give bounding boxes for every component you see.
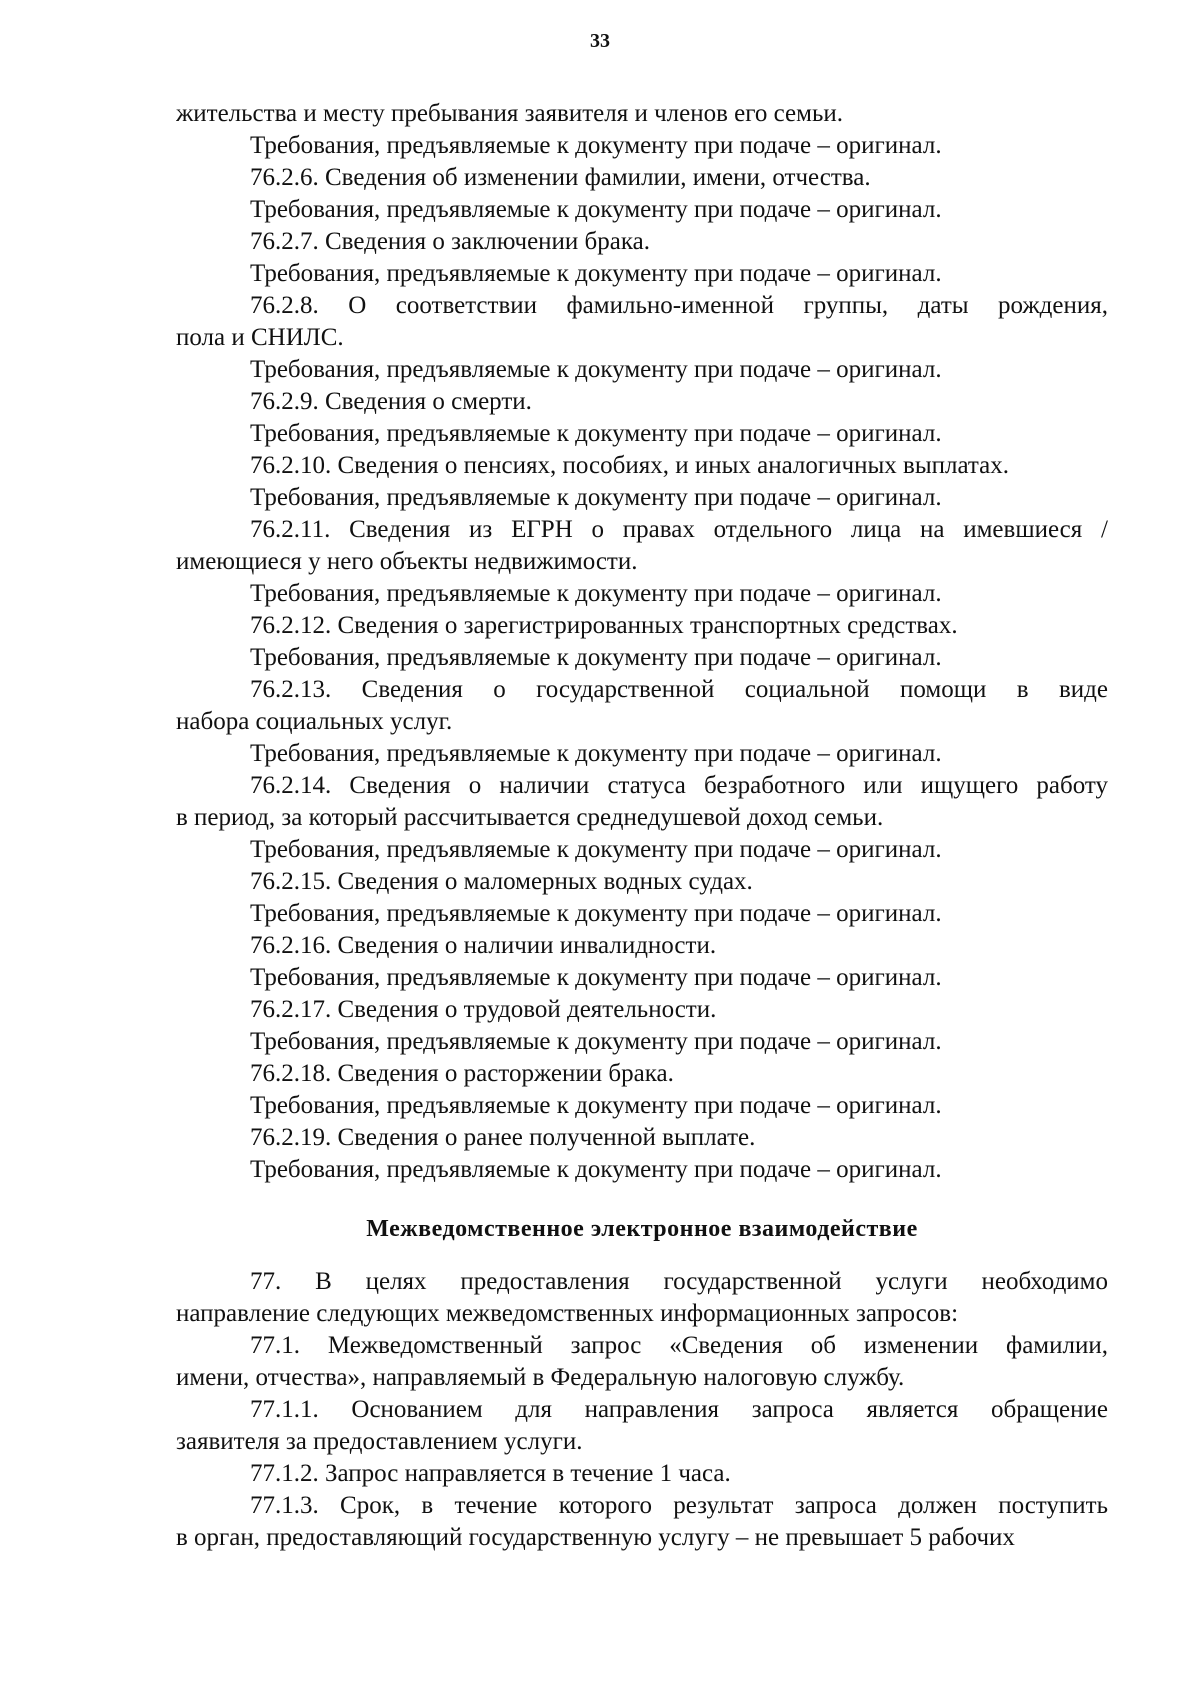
text-line: Требования, предъявляемые к документу при подаче – оригинал. [250,1028,942,1055]
text-line: Требования, предъявляемые к документу при подаче – оригинал. [250,1156,942,1183]
text-line: в период, за который рассчитывается среднедушевой доход семьи. [176,804,884,831]
text-line: Требования, предъявляемые к документу при подаче – оригинал. [250,484,942,511]
text-line: 76.2.18. Сведения о расторжении брака. [250,1060,674,1087]
section-heading: Межведомственное электронное взаимодействие [366,1216,918,1242]
text-line: Требования, предъявляемые к документу при подаче – оригинал. [250,1092,942,1119]
text-line: 76.2.19. Сведения о ранее полученной выплате. [250,1124,756,1151]
text-line: Требования, предъявляемые к документу при подаче – оригинал. [250,836,942,863]
text-line: Требования, предъявляемые к документу при подаче – оригинал. [250,644,942,671]
text-line: Требования, предъявляемые к документу при подаче – оригинал. [250,900,942,927]
text-line: 76.2.13. Сведения о государственной социальной помощи в виде [250,676,1108,703]
text-line: 76.2.8. О соответствии фамильно-именной группы, даты рождения, [250,292,1108,319]
text-line: в орган, предоставляющий государственную услугу – не превышает 5 рабочих [176,1524,1015,1551]
text-line: 76.2.16. Сведения о наличии инвалидности. [250,932,717,959]
text-line: 76.2.11. Сведения из ЕГРН о правах отдельного лица на имевшиеся / [250,516,1108,543]
text-line: 76.2.15. Сведения о маломерных водных судах. [250,868,753,895]
document-body [176,98,1108,1554]
text-line: 76.2.10. Сведения о пенсиях, пособиях, и иных аналогичных выплатах. [250,452,1010,479]
text-line: жительства и месту пребывания заявителя и членов его семьи. [176,100,844,127]
text-line: 77.1.2. Запрос направляется в течение 1 часа. [250,1460,731,1487]
text-line: 76.2.14. Сведения о наличии статуса безработного или ищущего работу [250,772,1108,799]
text-line: Требования, предъявляемые к документу при подаче – оригинал. [250,740,942,767]
text-line: 77.1. Межведомственный запрос «Сведения об изменении фамилии, [250,1332,1108,1359]
text-line: Требования, предъявляемые к документу при подаче – оригинал. [250,132,942,159]
text-line: 76.2.6. Сведения об изменении фамилии, имени, отчества. [250,164,871,191]
text-line: 77.1.1. Основанием для направления запроса является обращение [250,1396,1108,1423]
text-line: 76.2.7. Сведения о заключении брака. [250,228,650,255]
text-line: направление следующих межведомственных информационных запросов: [176,1300,959,1327]
text-line: Требования, предъявляемые к документу при подаче – оригинал. [250,260,942,287]
text-line: 76.2.17. Сведения о трудовой деятельности. [250,996,717,1023]
text-line: 76.2.9. Сведения о смерти. [250,388,532,415]
page-number: 33 [590,30,610,52]
text-line: пола и СНИЛС. [176,324,344,351]
text-line: 77.1.3. Срок, в течение которого результат запроса должен поступить [250,1492,1108,1519]
text-line: Требования, предъявляемые к документу при подаче – оригинал. [250,196,942,223]
text-line: имени, отчества», направляемый в Федеральную налоговую службу. [176,1364,905,1391]
text-line: заявителя за предоставлением услуги. [176,1428,583,1455]
text-line: Требования, предъявляемые к документу при подаче – оригинал. [250,420,942,447]
text-line: Требования, предъявляемые к документу при подаче – оригинал. [250,964,942,991]
text-line: Требования, предъявляемые к документу при подаче – оригинал. [250,356,942,383]
text-line: 76.2.12. Сведения о зарегистрированных транспортных средствах. [250,612,958,639]
text-line: 77. В целях предоставления государственной услуги необходимо [250,1268,1108,1295]
text-line: набора социальных услуг. [176,708,453,735]
text-line: имеющиеся у него объекты недвижимости. [176,548,638,575]
text-line: Требования, предъявляемые к документу при подаче – оригинал. [250,580,942,607]
